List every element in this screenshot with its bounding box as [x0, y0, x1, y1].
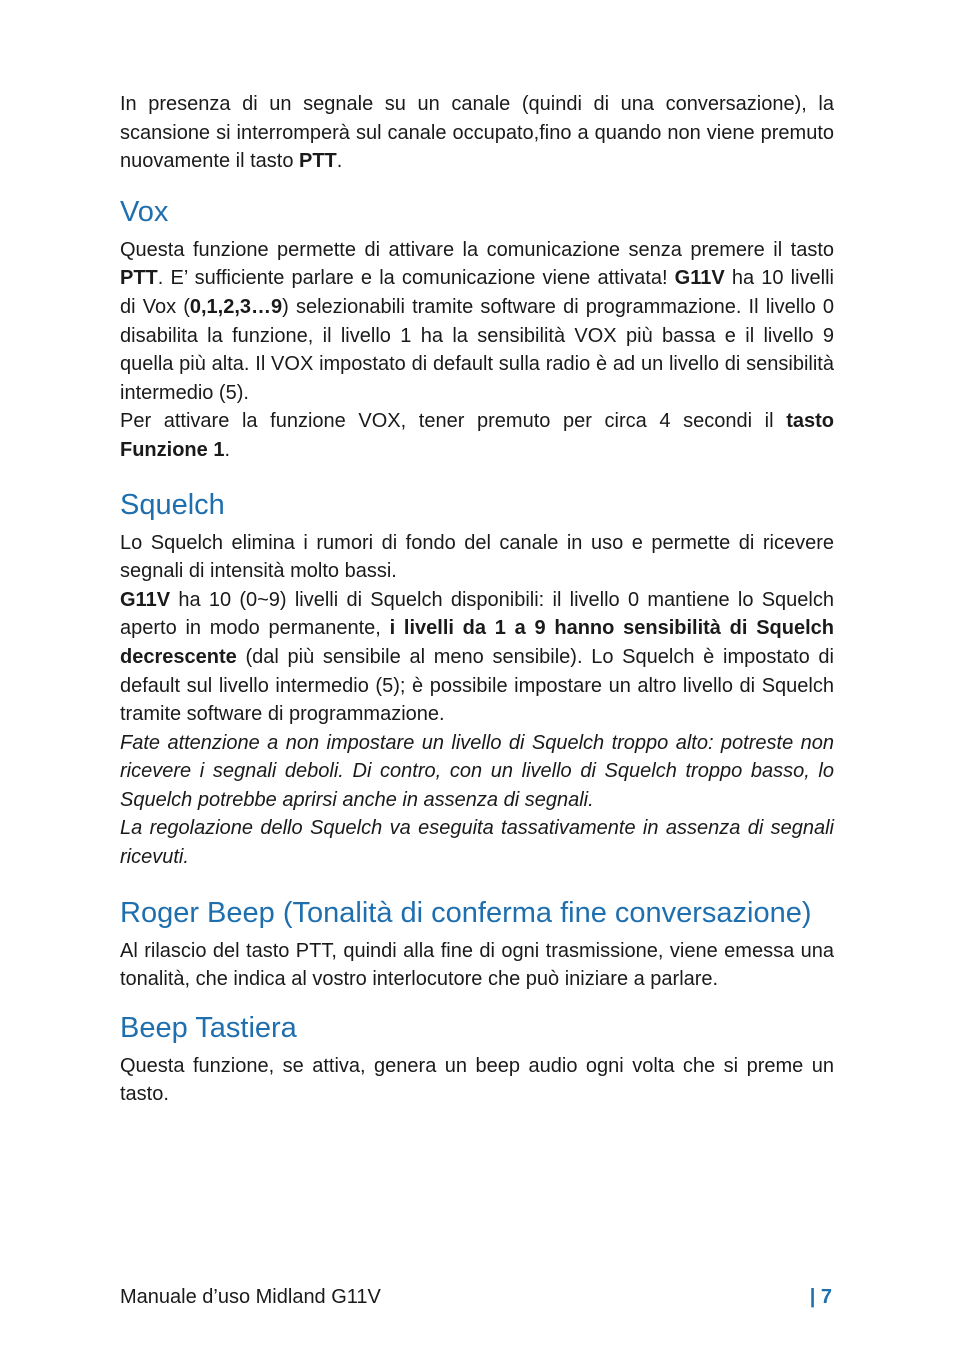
squelch-warning-1 [120, 729, 834, 815]
beep-tastiera-paragraph: Questa funzione, se attiva, genera un beep audio ogni volta che si preme un tasto. [120, 1054, 834, 1106]
roger-beep-heading: Roger Beep (Tonalità di conferma fine conversazione) [120, 896, 812, 929]
squelch-levels-bold: i livelli da 1 a 9 hanno sensibilità di Squelch decrescente [120, 617, 834, 668]
vox-text: . [224, 438, 231, 461]
vox-text: ) selezionabili tramite software di programmazione. Il livello 0 disabilita la funzione, il livello 1 ha la sensibilità VOX più bassa e il livello 9 quella più alta. Il VOX impostato di default sulla radio è ad un livello di sensibilità intermedio (5). [120, 295, 834, 404]
squelch-paragraph-2 [120, 586, 834, 729]
squelch-warning-2 [120, 814, 834, 871]
squelch-warning-text: La regolazione dello Squelch va eseguita tassativamente in assenza di segnali ricevuti. [120, 817, 834, 869]
footer-title: Manuale d’uso Midland G11V [120, 1286, 381, 1308]
vox-text: ha 10 livelli di Vox ( [120, 267, 834, 318]
roger-beep-paragraph: Al rilascio del tasto PTT, quindi alla fine di ogni trasmissione, viene emessa una tonalità, che indica al vostro interlocutore che può iniziare a parlare. [120, 939, 834, 991]
squelch-heading: Squelch [120, 488, 225, 521]
vox-paragraph-1 [120, 236, 834, 408]
vox-text: . E’ sufficiente parlare e la comunicazione viene attivata! [157, 267, 675, 290]
intro-text: In presenza di un segnale su un canale (quindi di una conversazione), la scansione si interromperà sul canale occupato,fino a quando non viene premuto nuovamente il tasto [120, 93, 834, 173]
ptt-bold: PTT [299, 150, 337, 173]
vox-text: Questa funzione permette di attivare la comunicazione senza premere il tasto [120, 238, 834, 261]
squelch-warning-text: Fate attenzione a non impostare un livello di Squelch troppo alto: potreste non ricevere i segnali deboli. Di contro, con un livello di Squelch troppo basso, lo Squelch potrebbe aprirsi anche in assenza di segnali. [120, 731, 834, 811]
ptt-bold: PTT [120, 267, 158, 290]
page-number: | 7 [809, 1286, 832, 1308]
page-content [120, 90, 834, 1109]
squelch-text: (dal più sensibile al meno sensibile). Lo Squelch è impostato di default sul livello intermedio (5); è possibile impostare un altro livello di Squelch tramite software di programmazione. [120, 645, 834, 726]
squelch-text: ha 10 (0~9) livelli di Squelch disponibili: il livello 0 mantiene lo Squelch aperto in modo permanente, [120, 588, 834, 640]
vox-levels-bold: 0,1,2,3…9 [189, 295, 283, 318]
function-key-bold: tasto Funzione 1 [120, 410, 834, 461]
model-bold: G11V [674, 267, 725, 290]
beep-tastiera-heading: Beep Tastiera [120, 1011, 297, 1044]
intro-paragraph [120, 90, 834, 176]
vox-text: Per attivare la funzione VOX, tener premuto per circa 4 secondi il [120, 410, 787, 433]
intro-text-end: . [336, 150, 343, 173]
vox-paragraph-2 [120, 407, 834, 464]
vox-heading: Vox [120, 195, 169, 228]
model-bold: G11V [120, 588, 171, 611]
squelch-paragraph-1: Lo Squelch elimina i rumori di fondo del canale in uso e permette di ricevere segnali di intensità molto bassi. [120, 531, 834, 583]
